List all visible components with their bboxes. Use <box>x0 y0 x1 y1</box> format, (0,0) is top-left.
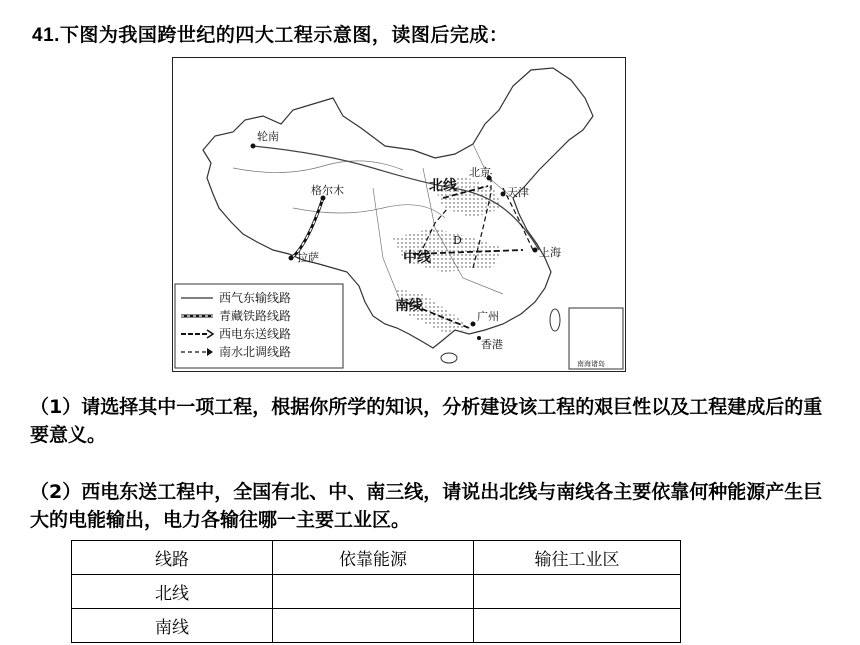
row-south-energy-cell[interactable] <box>273 609 474 643</box>
label-middle-route: 中线 <box>403 250 431 266</box>
row-north-energy-cell[interactable] <box>273 575 474 609</box>
header-energy: 依靠能源 <box>273 541 474 575</box>
label-shanghai: 上海 <box>539 246 561 259</box>
label-lunnan: 轮南 <box>257 130 279 143</box>
label-geermu: 格尔木 <box>311 184 344 197</box>
shanghai-dot <box>533 248 538 253</box>
railway-line <box>291 198 323 258</box>
legend-label-railway: 青藏铁路线路 <box>219 309 292 323</box>
answer-table <box>71 540 681 643</box>
legend-label-gas: 西气东输线路 <box>219 291 292 305</box>
china-map <box>173 58 625 371</box>
sub-question-2: （2）西电东送工程中，全国有北、中、南三线，请说出北线与南线各主要依靠何种能源产生巨大的电能输出，电力各输往哪一主要工业区。 <box>30 481 823 531</box>
table-row <box>72 575 681 609</box>
lunnan-dot <box>251 144 256 149</box>
hainan-island <box>441 353 457 363</box>
label-beijing: 北京 <box>469 166 491 179</box>
header-industrial-area: 输往工业区 <box>474 541 681 575</box>
label-tianjin: 天津 <box>507 186 529 199</box>
province-border <box>233 161 403 173</box>
label-north-route: 北线 <box>429 178 457 194</box>
label-nanhai: 南海诸岛 <box>577 360 605 368</box>
railway-line-inner <box>291 198 323 258</box>
label-lasa: 拉萨 <box>297 251 319 264</box>
question-text: 下图为我国跨世纪的四大工程示意图，读图后完成： <box>59 24 509 46</box>
table-header-row <box>72 541 681 575</box>
label-guangzhou: 广州 <box>477 310 499 323</box>
label-d: D <box>453 234 462 247</box>
china-map-figure <box>172 57 626 372</box>
tianjin-dot <box>501 192 506 197</box>
label-south-route: 南线 <box>395 298 423 314</box>
table-row <box>72 609 681 643</box>
row-north-area-cell[interactable] <box>474 575 681 609</box>
header-route: 线路 <box>72 541 273 575</box>
lasa-dot <box>289 256 294 261</box>
legend-label-power: 西电东送线路 <box>219 327 292 341</box>
question-number: 41. <box>32 25 60 46</box>
label-hongkong: 香港 <box>481 338 503 351</box>
sub-question-1: （1）请选择其中一项工程，根据你所学的知识，分析建设该工程的艰巨性以及工程建成后的重要意义。 <box>30 396 823 446</box>
row-south-area-cell[interactable] <box>474 609 681 643</box>
map-legend <box>175 284 343 368</box>
guangzhou-dot <box>471 322 476 327</box>
row-south-label: 南线 <box>72 609 273 643</box>
taiwan-island <box>550 309 560 331</box>
question-title <box>32 20 508 47</box>
legend-label-water: 南水北调线路 <box>219 345 292 359</box>
row-north-label: 北线 <box>72 575 273 609</box>
